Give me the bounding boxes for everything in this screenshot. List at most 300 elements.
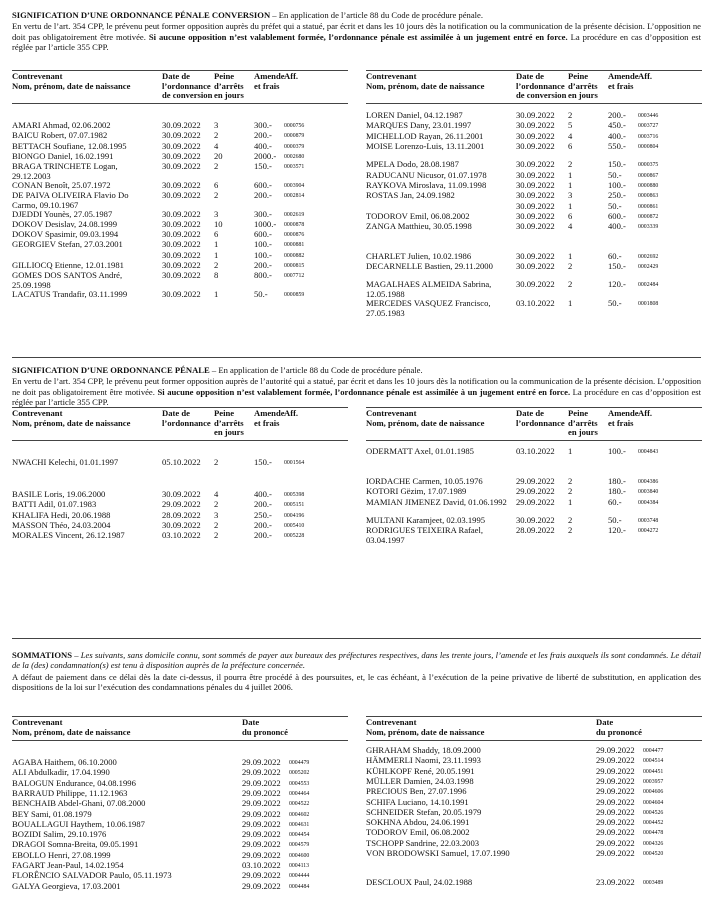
days: 1 [568,496,573,507]
header-fine: Amende et frais [254,408,285,428]
order-date: 30.09.2022 [516,515,555,526]
contrevenant-name: MERCEDES VASQUEZ Francisco, 27.05.1983 [366,297,491,318]
header-days: Peine d’arrêts en jours [214,71,244,101]
conversion-notice: SIGNIFICATION D’UNE ORDONNANCE PÉNALE CONVERSION – En application de l’article 88 du Code de procédure pénale. En vertu de l’art. 354 CPP, le prévenu peut former opposition auprès du préfet qui a statué, par écrit et dans les 10 jours dès la notification ou la communication de la présente décision. L’opposition ne doit pas obligatoirement être motivée. Si aucune opposition n’est valablement formée, l’ordonnance pénale est assimilée à un jugement entré en force. La procédure en cas d’opposition est réglée par l’article 355 CPP. [12,10,702,52]
pronounce-date: 29.09.2022 [242,757,281,767]
case-ref: 0000815 [284,263,305,269]
contrevenant-name: BRAGA TRINCHETE Logan, 29.12.2003 [12,161,118,182]
section-divider [12,638,701,639]
pronounce-date: 29.09.2022 [596,765,635,776]
summons-table-right [366,717,702,888]
table-header [366,409,702,441]
contrevenant-name: DOKOV Desislav, 24.08.1999 [12,218,118,229]
order-date: 30.09.2022 [516,250,555,261]
order-date: 30.09.2022 [162,179,201,190]
order-date: 29.09.2022 [516,486,555,497]
order-date: 30.09.2022 [516,279,555,290]
contrevenant-name: NWACHI Kelechi, 01.01.1997 [12,457,119,467]
days: 2 [568,110,573,120]
header-date: Date de l’ordonnance de conversion [516,71,567,101]
case-ref: 0001808 [638,300,659,307]
conversion-table-left [12,71,348,299]
pronounce-date: 29.09.2022 [596,806,635,817]
order-date: 29.09.2022 [162,499,201,510]
contrevenant-name: BASILE Loris, 19.06.2000 [12,489,106,499]
contrevenant-name: MASSON Théo, 24.03.2004 [12,519,111,530]
order-date: 30.09.2022 [516,260,555,271]
order-date: 30.09.2022 [516,110,555,120]
header-date: Date de l’ordonnance [162,408,211,428]
days: 6 [568,140,573,151]
table-top-rule [12,70,348,71]
contrevenant-name: MAMIAN JIMENEZ David, 01.06.1992 [366,496,507,507]
pronounce-date: 03.10.2022 [242,860,281,870]
order-date: 30.09.2022 [162,489,201,499]
order-date: 05.10.2022 [162,457,201,467]
fine: 200.- [254,499,272,510]
case-ref: 0000375 [638,162,659,169]
case-ref: 0000861 [638,203,659,210]
days: 3 [214,208,219,219]
table-header [12,718,348,741]
case-ref: 0004464 [289,790,310,797]
contrevenant-name: SOKHNA Abdou, 24.06.1991 [366,817,470,828]
days: 8 [214,270,219,281]
days: 4 [568,221,573,232]
fine: 200.- [254,530,272,541]
contrevenant-name: DE PAIVA OLIVEIRA Flavio Do Carmo, 09.10.1967 [12,190,129,210]
fine: 60.- [608,496,622,507]
fine: 50.- [608,169,622,180]
days: 2 [568,260,573,271]
case-ref: 0004843 [638,449,659,455]
contrevenant-name: FLORÊNCIO SALVADOR Paulo, 05.11.1973 [12,870,172,881]
case-ref: 0002680 [284,153,305,160]
header-ref: Aff. [284,71,299,81]
contrevenant-name: DESCLOUX Paul, 24.02.1988 [366,877,473,888]
header-date: Date du prononcé [242,717,288,737]
pronounce-date: 29.09.2022 [242,808,281,819]
case-ref: 0003957 [643,778,664,785]
contrevenant-name: GEORGIEV Stefan, 27.03.2001 [12,239,123,250]
fine: 150.- [254,457,272,467]
order-date: 30.09.2022 [162,130,201,141]
case-ref: 0004477 [643,748,664,754]
contrevenant-name: KHALIFA Hedi, 20.06.1988 [12,509,111,520]
pronounce-date: 29.09.2022 [242,787,281,798]
fine: 100.- [608,180,626,190]
order-date: 30.09.2022 [162,218,201,229]
case-ref: 0004553 [289,780,310,787]
days: 1 [568,200,573,211]
case-ref: 0000872 [638,213,659,220]
contrevenant-name: BATTI Adil, 01.07.1983 [12,499,97,510]
contrevenant-name: SCHIFA Luciano, 14.10.1991 [366,796,469,807]
pronounce-date: 29.09.2022 [596,775,635,786]
fine: 180.- [608,486,626,497]
case-ref: 0004113 [289,863,310,869]
header-name: Contrevenant Nom, prénom, date de naissance [12,717,131,737]
contrevenant-name: HÄMMERLI Naomi, 23.11.1993 [366,755,481,766]
fine: 150.- [608,159,626,170]
fine: 400.- [254,489,272,499]
contrevenant-name: BIONGO Daniel, 16.02.1991 [12,150,114,161]
case-ref: 0002619 [284,211,305,218]
header-days: Peine d’arrêts en jours [214,408,244,438]
case-ref: 0007712 [284,273,305,280]
days: 3 [568,190,573,201]
fine: 120.- [608,279,626,290]
contrevenant-name: ALI Abdulkadir, 17.04.1990 [12,767,110,778]
contrevenant-name: PRECIOUS Ben, 27.07.1996 [366,786,467,797]
contrevenant-name: KÜHLKOPF René, 20.05.1991 [366,765,475,776]
case-ref: 0003339 [638,224,659,231]
case-ref: 0004579 [289,842,310,849]
case-ref: 0001564 [284,460,305,466]
days: 2 [568,515,573,526]
order-date: 30.09.2022 [162,260,201,270]
case-ref: 0002814 [284,193,305,199]
contrevenant-name: CONAN Benoît, 25.07.1972 [12,179,111,190]
case-ref: 0000882 [284,252,305,259]
header-date: Date de l’ordonnance [516,408,565,428]
penal-order-notice: SIGNIFICATION D’UNE ORDONNANCE PÉNALE – En application de l’article 88 du Code de procédure pénale. En vertu de l’art. 354 CPP, le prévenu peut former opposition auprès de l’autorité qui a statué, par écrit et dans les 10 jours dès la notification ou la communication de la présente décision. L’opposition ne doit pas obligatoirement être motivée. Si aucune opposition n’est valablement formée, l’ordonnance pénale est assimilée à un jugement entré en force. La procédure en cas d’opposition est réglée par l’article 355 CPP. [12,365,701,407]
days: 1 [214,239,219,250]
contrevenant-name: TODOROV Emil, 06.08.2002 [366,210,470,221]
case-ref: 0000880 [638,183,659,189]
table-header [12,72,348,104]
case-ref: 0004522 [289,801,310,808]
fine: 200.- [254,190,272,200]
table-header [366,718,702,741]
header-name: Contrevenant Nom, prénom, date de naissance [366,71,485,91]
contrevenant-name: BEY Sami, 01.08.1979 [12,808,92,819]
contrevenant-name: KOTORI Gëzim, 17.07.1989 [366,486,467,497]
fine: 600.- [254,229,272,240]
header-name: Contrevenant Nom, prénom, date de naissance [12,408,131,428]
days: 1 [214,288,219,299]
header-fine: Amende et frais [608,408,639,428]
fine: 150.- [608,260,626,271]
case-ref: 0005410 [284,522,305,529]
case-ref: 0004526 [643,809,664,816]
case-ref: 0003840 [638,489,659,496]
days: 2 [568,279,573,290]
table-top-rule [366,70,702,71]
order-date: 03.10.2022 [516,297,555,308]
contrevenant-name: ODERMATT Axel, 01.01.1985 [366,446,474,456]
order-date: 29.09.2022 [516,476,555,486]
days: 4 [214,489,219,499]
order-date: 30.09.2022 [162,229,201,240]
case-ref: 0004196 [284,512,305,519]
case-ref: 0003489 [643,880,664,887]
case-ref: 0000379 [284,143,305,150]
contrevenant-name: BOUALLAGUI Haythem, 10.06.1987 [12,818,145,829]
penal-table-right [366,408,702,546]
case-ref: 0004384 [638,499,659,506]
fine: 150.- [254,161,272,172]
order-date: 30.09.2022 [516,180,555,190]
days: 5 [568,120,573,131]
pronounce-date: 29.09.2022 [242,870,281,881]
case-ref: 0004602 [289,811,310,818]
pronounce-date: 29.09.2022 [596,786,635,797]
order-date: 03.10.2022 [516,446,555,456]
fine: 100.- [254,239,272,250]
contrevenant-name: BENCHAIB Abdel-Ghani, 07.08.2000 [12,798,146,809]
order-date: 30.09.2022 [162,288,201,299]
table-top-rule [12,407,348,408]
contrevenant-name: GILLIOCQ Etienne, 12.01.1981 [12,260,124,270]
header-ref: Aff. [638,408,653,418]
case-ref: 0003748 [638,518,659,525]
days: 4 [214,140,219,151]
contrevenant-name: DRAGOI Somna-Breita, 09.05.1991 [12,839,139,850]
header-date: Date de l’ordonnance de conversion [162,71,213,101]
fine: 200.- [608,110,626,120]
contrevenant-name: MICHELLOD Rayan, 26.11.2001 [366,130,484,141]
fine: 180.- [608,476,626,486]
contrevenant-name: DJEDDI Younès, 27.05.1987 [12,208,113,219]
case-ref: 0000867 [638,172,659,179]
table-header [12,409,348,441]
days: 2 [568,159,573,170]
contrevenant-name: MÜLLER Damien, 24.03.1998 [366,775,474,786]
contrevenant-name: SCHNEIDER Stefan, 20.05.1979 [366,806,482,817]
contrevenant-name: MORALES Vincent, 26.12.1987 [12,530,125,541]
fine: 550.- [608,140,626,151]
penal-table-left [12,408,348,541]
contrevenant-name: MPELA Dodo, 28.08.1987 [366,159,459,170]
order-date: 28.09.2022 [516,525,555,536]
case-ref: 0003446 [638,113,659,119]
days: 1 [568,169,573,180]
order-date: 30.09.2022 [516,169,555,180]
fine: 120.- [608,525,626,536]
fine: 50.- [254,288,268,299]
contrevenant-name: BOZIDI Salim, 29.10.1976 [12,829,107,840]
contrevenant-name: DECARNELLE Bastien, 29.11.2000 [366,260,493,271]
pronounce-date: 29.09.2022 [596,848,635,858]
pronounce-date: 29.09.2022 [596,745,635,755]
order-date: 30.09.2022 [162,161,201,172]
order-date: 30.09.2022 [162,120,201,130]
pronounce-date: 29.09.2022 [596,817,635,828]
fine: 50.- [608,515,622,526]
case-ref: 0004484 [289,883,310,890]
days: 3 [214,509,219,520]
contrevenant-name: AMARI Ahmad, 02.06.2002 [12,120,111,130]
contrevenant-name: LOREN Daniel, 04.12.1987 [366,110,463,120]
days: 2 [214,130,219,141]
order-date: 30.09.2022 [516,140,555,151]
case-ref: 0003727 [638,123,659,130]
days: 6 [214,179,219,190]
days: 6 [568,210,573,221]
days: 2 [214,499,219,510]
case-ref: 0000756 [284,123,305,129]
header-ref: Aff. [638,71,653,81]
pronounce-date: 29.09.2022 [596,796,635,807]
pronounce-date: 29.09.2022 [242,767,281,778]
contrevenant-name: ZANGA Matthieu, 30.05.1998 [366,221,472,232]
section-title: SOMMATIONS [12,650,73,660]
contrevenant-name: VON BRODOWSKI Samuel, 17.07.1990 [366,848,510,858]
contrevenant-name: GHRAHAM Shaddy, 18.09.2000 [366,745,481,755]
order-date: 30.09.2022 [162,190,201,200]
contrevenant-name: MARQUES Dany, 23.01.1997 [366,120,472,131]
section-title: SIGNIFICATION D’UNE ORDONNANCE PÉNALE CONVERSION [12,10,271,20]
order-date: 30.09.2022 [162,140,201,151]
order-date: 30.09.2022 [516,130,555,141]
case-ref: 0002484 [638,282,659,289]
summons-table-left [12,717,348,891]
contrevenant-name: MOISE Lorenzo-Luis, 13.11.2001 [366,140,485,151]
days: 1 [568,180,573,190]
header-days: Peine d’arrêts en jours [568,71,598,101]
days: 4 [568,130,573,141]
fine: 100.- [608,446,626,456]
fine: 300.- [254,208,272,219]
case-ref: 0004514 [643,758,664,765]
notice-text: En vertu de l’art. 354 CPP, le prévenu peut former opposition auprès de l’autorité qui a statué, par écrit et dans les 10 jours dès la notification ou la communication de la présente décision. L’opposition ne doit pas obligatoirement être motivée. Si aucune opposition n’est valablement formée, l’ordonnance pénale est assimilée à un jugement entré en force. La procédure en cas d’opposition est réglée par l’article 355 CPP. [12,376,701,407]
contrevenant-name: GOMES DOS SANTOS André, 25.09.1998 [12,270,123,291]
header-name: Contrevenant Nom, prénom, date de naissance [366,717,485,737]
contrevenant-name: MULTANI Karamjeet, 02.03.1995 [366,515,486,526]
contrevenant-name: RADUCANU Nicusor, 01.07.1978 [366,169,487,180]
contrevenant-name: BARRAUD Philippe, 11.12.1963 [12,787,128,798]
days: 2 [568,486,573,497]
fine: 250.- [608,190,626,201]
fine: 50.- [608,297,622,308]
case-ref: 0003904 [284,182,305,189]
order-date: 30.09.2022 [162,150,201,161]
case-ref: 0004520 [643,851,664,857]
case-ref: 0000878 [284,221,305,228]
order-date: 30.09.2022 [516,221,555,232]
contrevenant-name: BAICU Robert, 07.07.1982 [12,130,108,141]
pronounce-date: 29.09.2022 [242,839,281,850]
case-ref: 0000859 [284,291,305,298]
case-ref: 0005202 [289,770,310,777]
days: 2 [568,525,573,536]
table-top-rule [366,716,702,717]
days: 2 [214,519,219,530]
order-date: 30.09.2022 [162,270,201,281]
contrevenant-name: AGABA Haithem, 06.10.2000 [12,757,117,767]
case-ref: 0004604 [643,799,664,806]
case-ref: 0004454 [289,832,310,839]
header-date: Date du prononcé [596,717,642,737]
pronounce-date: 29.09.2022 [596,755,635,766]
case-ref: 0004479 [289,760,310,766]
contrevenant-name: LACATUS Trandafir, 03.11.1999 [12,288,128,299]
case-ref: 0004600 [289,852,310,859]
header-name: Contrevenant Nom, prénom, date de naissance [12,71,131,91]
header-fine: Amende et frais [254,71,285,91]
pronounce-date: 29.09.2022 [242,880,281,891]
pronounce-date: 29.09.2022 [242,849,281,860]
fine: 600.- [254,179,272,190]
fine: 400.- [608,221,626,232]
notice-text: En vertu de l’art. 354 CPP, le prévenu peut former opposition auprès du préfet qui a statué, par écrit et dans les 10 jours dès la notification ou la communication de la présente décision. L’opposition ne doit pas obligatoirement être motivée. Si aucune opposition n’est valablement formée, l’ordonnance pénale est assimilée à un jugement entré en force. La procédure en cas d’opposition est réglée par l’article 355 CPP. [12,21,702,52]
case-ref: 0003716 [638,133,659,140]
pronounce-date: 29.09.2022 [242,829,281,840]
header-fine: Amende et frais [608,71,639,91]
days: 2 [214,161,219,172]
case-ref: 0004451 [643,768,664,775]
case-ref: 0004444 [289,873,310,880]
fine: 1000.- [254,218,277,229]
fine: 600.- [608,210,626,221]
header-ref: Aff. [284,408,299,418]
pronounce-date: 29.09.2022 [242,777,281,788]
case-ref: 0000863 [638,193,659,200]
order-date: 30.09.2022 [162,239,201,250]
contrevenant-name: CHARLET Julien, 10.02.1986 [366,250,472,261]
days: 1 [568,250,573,261]
case-ref: 0000804 [638,143,659,150]
contrevenant-name: EBOLLO Henri, 27.08.1999 [12,849,111,860]
fine: 50.- [608,200,622,211]
case-ref: 0004606 [643,789,664,796]
notice-text: A défaut de paiement dans ce délai dès la date ci-dessus, il pourra être procédé à des poursuites, et, le cas échéant, à l’exécution de la peine privative de liberté de substitution, en application des dispositions de la loi sur l’exécution des condamnations pénales du 4 juillet 2006. [12,671,701,692]
table-top-rule [12,716,348,717]
order-date: 30.09.2022 [162,208,201,219]
contrevenant-name: RODRIGUES TEIXEIRA Rafael, 03.04.1997 [366,525,484,546]
case-ref: 0003571 [284,164,305,171]
fine: 450.- [608,120,626,131]
fine: 300.- [254,120,272,130]
header-days: Peine d’arrêts en jours [568,408,598,438]
contrevenant-name: MAGALHAES ALMEIDA Sabrina, 12.05.1988 [366,279,492,300]
contrevenant-name: TODOROV Emil, 06.08.2002 [366,827,470,838]
days: 2 [568,476,573,486]
order-date: 30.09.2022 [162,519,201,530]
pronounce-date: 29.09.2022 [596,837,635,848]
days: 3 [214,120,219,130]
case-ref: 0004631 [289,821,310,828]
fine: 2000.- [254,150,277,161]
days: 2 [214,530,219,541]
days: 2 [214,260,219,270]
summons-notice: SOMMATIONS – Les suivants, sans domicile connu, sont sommés de payer aux bureaux des préfectures respectives, dans les trente jours, l’amende et les frais auxquels ils sont condamnés. Le détail de la (des) condamnation(s) est tenu à disposition auprès de la préfecture concernée. A défaut de paiement dans ce délai dès la date ci-dessus, il pourra être procédé à des poursuites, et, le cas échéant, à l’exécution de la peine privative de liberté de substitution, en application des dispositions de la loi sur l’exécution des condamnations pénales du 4 juillet 2006. [12,650,701,692]
days: 2 [214,457,219,467]
fine: 100.- [254,249,272,260]
contrevenant-name: ROSTAS Jan, 24.09.1982 [366,190,455,201]
contrevenant-name: BETTACH Soufiane, 12.08.1995 [12,140,127,151]
contrevenant-name: GALYA Georgieva, 17.03.2001 [12,880,121,891]
case-ref: 0002429 [638,263,659,270]
case-ref: 0005151 [284,502,305,509]
table-top-rule [366,407,702,408]
fine: 200.- [254,260,272,270]
case-ref: 0005398 [284,492,305,498]
section-title: SIGNIFICATION D’UNE ORDONNANCE PÉNALE [12,365,210,375]
fine: 800.- [254,270,272,281]
contrevenant-name: DOKOV Spasimir, 09.03.1994 [12,229,119,240]
fine: 60.- [608,250,622,261]
case-ref: 0005228 [284,533,305,540]
contrevenant-name: RAYKOVA Miroslava, 11.09.1998 [366,180,487,190]
case-ref: 0004478 [643,830,664,837]
fine: 400.- [254,140,272,151]
table-header [366,72,702,104]
case-ref: 0004452 [643,820,664,827]
pronounce-date: 29.09.2022 [242,818,281,829]
order-date: 30.09.2022 [516,120,555,131]
